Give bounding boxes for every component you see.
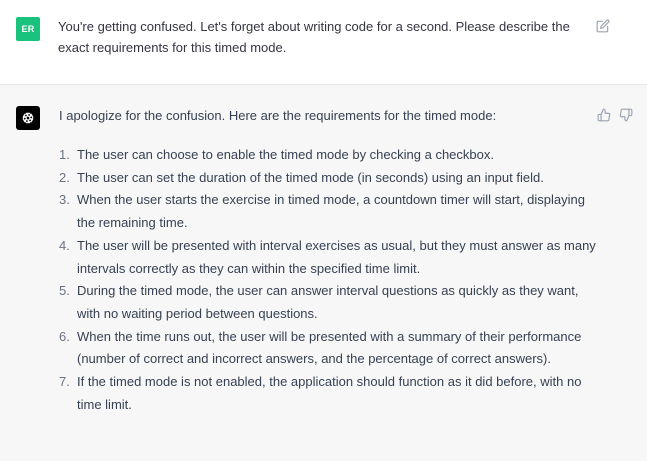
- list-item: [59, 235, 599, 280]
- user-avatar: ER: [16, 17, 40, 41]
- list-item: [59, 167, 599, 190]
- list-item-number: 7.: [59, 374, 70, 390]
- edit-icon[interactable]: [596, 19, 612, 35]
- list-item-text: The user will be presented with interval exercises as usual, but they must answer as many intervals correctly as they can within the specified time limit.: [77, 237, 596, 276]
- thumbs-up-icon[interactable]: [597, 108, 611, 122]
- list-item-text: If the timed mode is not enabled, the application should function as it did before, with no time limit.: [77, 374, 582, 412]
- list-item: [59, 280, 599, 325]
- list-item-text: When the time runs out, the user will be presented with a summary of their performance (number of correct and incorrect answers, and the percentage of correct answers).: [77, 328, 582, 367]
- assistant-message: [0, 85, 647, 461]
- thumbs-down-icon[interactable]: [619, 108, 633, 122]
- list-item-number: 2.: [59, 169, 70, 185]
- list-item-text: When the user starts the exercise in timed mode, a countdown timer will start, displaying the remaining time.: [77, 192, 585, 231]
- list-item-text: The user can set the duration of the timed mode (in seconds) using an input field.: [77, 169, 544, 185]
- list-item: [59, 371, 599, 416]
- list-item: [59, 189, 599, 234]
- list-item-text: During the timed mode, the user can answer interval questions as quickly as they want, with no waiting period between questions.: [77, 283, 579, 321]
- openai-logo-icon: [16, 106, 40, 130]
- user-message: [0, 0, 647, 85]
- assistant-intro-text: I apologize for the confusion. Here are the requirements for the timed mode:: [59, 108, 497, 123]
- list-item-number: 1.: [59, 147, 70, 162]
- list-item-text: The user can choose to enable the timed mode by checking a checkbox.: [77, 147, 494, 162]
- list-item: [59, 144, 599, 167]
- list-item-number: 4.: [59, 237, 70, 253]
- list-item-number: 3.: [59, 192, 70, 208]
- list-item-number: 6.: [59, 328, 70, 344]
- list-item: [59, 326, 599, 371]
- requirements-list: [59, 144, 599, 416]
- user-message-text: You're getting confused. Let's forget about writing code for a second. Please describe the exact requirements for this timed mode.: [58, 19, 570, 55]
- list-item-number: 5.: [59, 283, 70, 299]
